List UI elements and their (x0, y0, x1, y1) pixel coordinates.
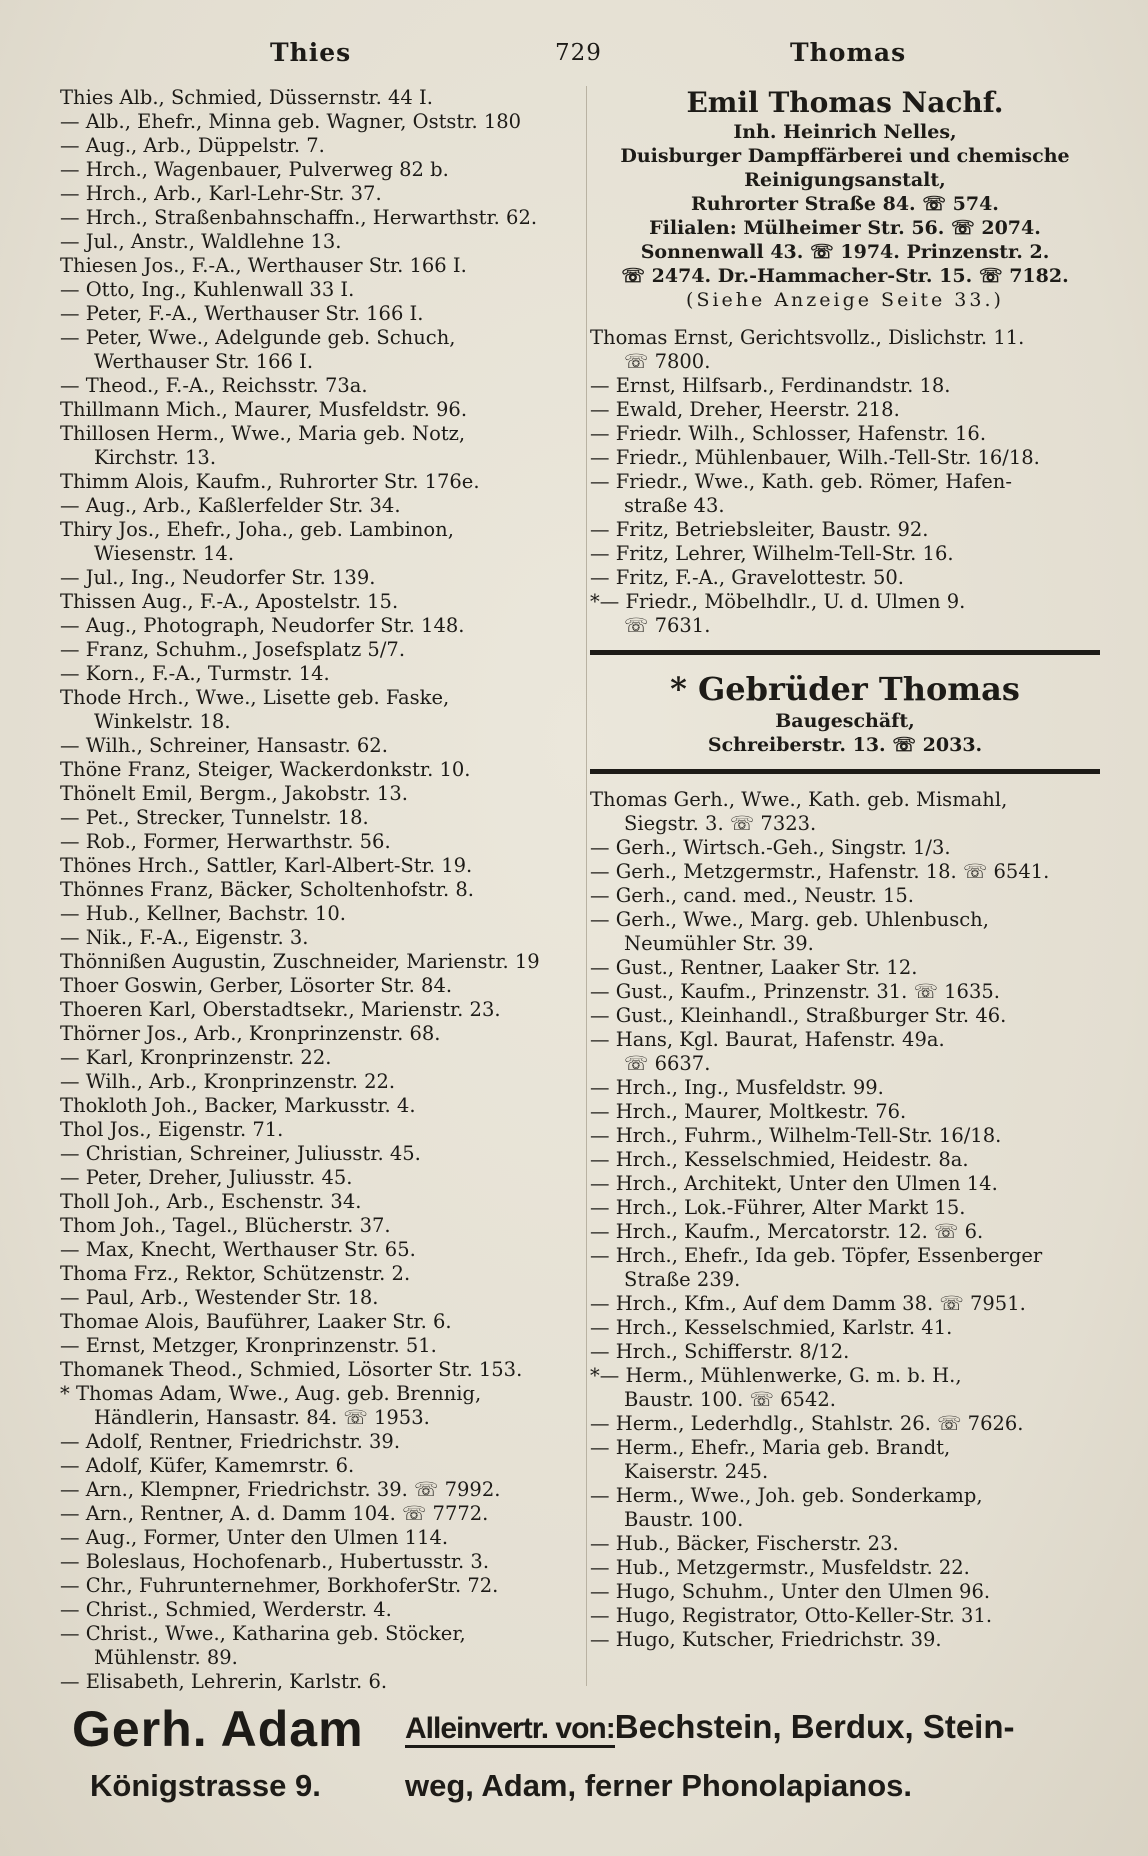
directory-entry: — Christian, Schreiner, Juliusstr. 45. (60, 1142, 421, 1165)
directory-entry: Winkelstr. 18. (94, 710, 231, 733)
right-entries-b (590, 788, 1100, 1652)
directory-entry: Baustr. 100. (624, 1508, 744, 1531)
directory-entry: — Fritz, Betriebsleiter, Baustr. 92. (590, 518, 929, 541)
directory-entry: Kaiserstr. 245. (624, 1460, 769, 1483)
directory-entry: — Hugo, Kutscher, Friedrichstr. 39. (590, 1628, 942, 1651)
directory-entry: — Gust., Kaufm., Prinzenstr. 31. ☏ 1635. (590, 980, 1000, 1003)
directory-entry: — Hub., Bäcker, Fischerstr. 23. (590, 1532, 899, 1555)
directory-entry: Thokloth Joh., Backer, Markusstr. 4. (60, 1094, 416, 1117)
directory-entry: Thiesen Jos., F.-A., Werthauser Str. 166 I. (60, 254, 467, 277)
directory-entry: — Hrch., Schifferstr. 8/12. (590, 1340, 850, 1363)
directory-entry: Thomanek Theod., Schmied, Lösorter Str. 153. (60, 1358, 523, 1381)
directory-entry: — Herm., Ehefr., Maria geb. Brandt, (590, 1436, 951, 1459)
directory-entry: Baustr. 100. ☏ 6542. (624, 1388, 836, 1411)
ad-emil-line2: Reinigungsanstalt, (744, 169, 946, 191)
directory-entry: Straße 239. (624, 1268, 741, 1291)
directory-entry: — Hrch., Straßenbahnschaffn., Herwarthstr. 62. (60, 206, 538, 229)
directory-entry: — Hrch., Kesselschmied, Heidestr. 8a. (590, 1148, 969, 1171)
directory-entry: Händlerin, Hansastr. 84. ☏ 1953. (94, 1406, 430, 1429)
directory-entry: Thol Jos., Eigenstr. 71. (60, 1118, 284, 1141)
directory-entry: Wiesenstr. 14. (94, 542, 235, 565)
directory-entry: — Adolf, Küfer, Kamemrstr. 6. (60, 1454, 355, 1477)
directory-entry: — Wilh., Schreiner, Hansastr. 62. (60, 734, 388, 757)
directory-entry: — Wilh., Arb., Kronprinzenstr. 22. (60, 1070, 396, 1093)
directory-entry: — Gust., Kleinhandl., Straßburger Str. 46. (590, 1004, 1007, 1027)
directory-entry: — Gerh., cand. med., Neustr. 15. (590, 884, 914, 907)
directory-entry: — Hrch., Arb., Karl-Lehr-Str. 37. (60, 182, 382, 205)
ad-emil-name: Emil Thomas Nachf. (686, 86, 1004, 119)
directory-entry: straße 43. (624, 494, 725, 517)
directory-entry: — Alb., Ehefr., Minna geb. Wagner, Oststr. 180 (60, 110, 522, 133)
directory-entry: Thomae Alois, Bauführer, Laaker Str. 6. (60, 1310, 452, 1333)
ad-gebrueder-line2: Schreiberstr. 13. ☏ 2033. (707, 734, 983, 756)
directory-entry: Thönelt Emil, Bergm., Jakobstr. 13. (60, 782, 408, 805)
directory-entry: Thies Alb., Schmied, Düssernstr. 44 I. (60, 86, 433, 109)
directory-entry: — Arn., Rentner, A. d. Damm 104. ☏ 7772. (60, 1502, 489, 1525)
ad-gebrueder-line1: Baugeschäft, (775, 710, 915, 732)
directory-entry: — Hrch., Ehefr., Ida geb. Töpfer, Essenberger (590, 1244, 1043, 1267)
ad-gebrueder-name: * Gebrüder Thomas (670, 670, 1020, 708)
directory-entry: — Christ., Schmied, Werderstr. 4. (60, 1598, 392, 1621)
directory-entry: — Fritz, F.-A., Gravelottestr. 50. (590, 566, 904, 589)
directory-entry: — Franz, Schuhm., Josefsplatz 5/7. (60, 638, 406, 661)
directory-entry: — Hrch., Lok.-Führer, Alter Markt 15. (590, 1196, 966, 1219)
directory-entry: Thom Joh., Tagel., Blücherstr. 37. (60, 1214, 391, 1237)
ad-emil-line4: Filialen: Mülheimer Str. 56. ☏ 2074. (649, 217, 1041, 239)
ad-company-address: Königstrasse 9. (90, 1768, 321, 1803)
directory-entry: ☏ 7631. (624, 614, 711, 637)
directory-entry: Thiry Jos., Ehefr., Joha., geb. Lambinon, (60, 518, 454, 541)
directory-entry: — Ernst, Metzger, Kronprinzenstr. 51. (60, 1334, 437, 1357)
directory-entry: Thoer Goswin, Gerber, Lösorter Str. 84. (60, 974, 453, 997)
directory-entry: — Hub., Kellner, Bachstr. 10. (60, 902, 346, 925)
directory-entry: Thomas Gerh., Wwe., Kath. geb. Mismahl, (590, 788, 1008, 811)
directory-entry: Siegstr. 3. ☏ 7323. (624, 812, 817, 835)
right-entries-a (590, 326, 1100, 638)
directory-entry: Thode Hrch., Wwe., Lisette geb. Faske, (60, 686, 450, 709)
directory-entry: ☏ 7800. (624, 350, 711, 373)
ad-emil-line6: ☏ 2474. Dr.-Hammacher-Str. 15. ☏ 7182. (621, 265, 1069, 287)
directory-entry: — Rob., Former, Herwarthstr. 56. (60, 830, 391, 853)
directory-entry: — Hrch., Kfm., Auf dem Damm 38. ☏ 7951. (590, 1292, 1026, 1315)
directory-entry: — Hub., Metzgermstr., Musfeldstr. 22. (590, 1556, 970, 1579)
directory-entry: — Aug., Arb., Kaßlerfelder Str. 34. (60, 494, 401, 517)
ad-emil-line3: Ruhrorter Straße 84. ☏ 574. (691, 193, 999, 215)
directory-entry: — Aug., Photograph, Neudorfer Str. 148. (60, 614, 465, 637)
rule-bottom (590, 769, 1100, 774)
directory-entry: — Paul, Arb., Westender Str. 18. (60, 1286, 379, 1309)
directory-entry: Thöne Franz, Steiger, Wackerdonkstr. 10. (60, 758, 471, 781)
ad-emil-owner: Inh. Heinrich Nelles, (733, 121, 957, 143)
directory-entry: — Herm., Wwe., Joh. geb. Sonderkamp, (590, 1484, 983, 1507)
directory-entry: Thörner Jos., Arb., Kronprinzenstr. 68. (60, 1022, 441, 1045)
right-column (590, 86, 1100, 1652)
directory-entry: — Jul., Anstr., Waldlehne 13. (60, 230, 342, 253)
bottom-advertisement (60, 1700, 1100, 1810)
directory-entry: — Boleslaus, Hochofenarb., Hubertusstr. 3. (60, 1550, 490, 1573)
ad-emil-line1: Duisburger Dampffärberei und chemische (620, 145, 1070, 167)
directory-entry: * Thomas Adam, Wwe., Aug. geb. Brennig, (60, 1382, 482, 1405)
ad-emil-line5: Sonnenwall 43. ☏ 1974. Prinzenstr. 2. (640, 241, 1050, 263)
ad-line1 (405, 1708, 1015, 1746)
directory-entry: — Chr., Fuhrunternehmer, BorkhoferStr. 72. (60, 1574, 499, 1597)
ad-gebrueder-thomas (590, 669, 1100, 757)
ad-emil-thomas (590, 86, 1100, 312)
directory-entry: — Hrch., Kesselschmied, Karlstr. 41. (590, 1316, 953, 1339)
page-number: 729 (555, 40, 602, 66)
directory-entry: — Friedr., Wwe., Kath. geb. Römer, Hafen- (590, 470, 1012, 493)
directory-entry: — Aug., Former, Unter den Ulmen 114. (60, 1526, 449, 1549)
directory-entry: Neumühler Str. 39. (624, 932, 814, 955)
ad-line1-text: Bechstein, Berdux, Stein- (614, 1708, 1015, 1745)
directory-entry: ☏ 6637. (624, 1052, 711, 1075)
running-head-left: Thies (270, 38, 352, 67)
directory-entry: Kirchstr. 13. (94, 446, 217, 469)
directory-entry: Thimm Alois, Kaufm., Ruhrorter Str. 176e. (60, 470, 480, 493)
directory-entry: — Gerh., Metzgermstr., Hafenstr. 18. ☏ 6541. (590, 860, 1050, 883)
directory-entry: — Peter, F.-A., Werthauser Str. 166 I. (60, 302, 424, 325)
directory-entry: Thönes Hrch., Sattler, Karl-Albert-Str. 19. (60, 854, 473, 877)
directory-entry: — Gerh., Wirtsch.-Geh., Singstr. 1/3. (590, 836, 951, 859)
directory-entry: Thissen Aug., F.-A., Apostelstr. 15. (60, 590, 399, 613)
directory-entry: — Korn., F.-A., Turmstr. 14. (60, 662, 330, 685)
directory-entry: — Hrch., Fuhrm., Wilhelm-Tell-Str. 16/18. (590, 1124, 1002, 1147)
directory-entry: — Otto, Ing., Kuhlenwall 33 I. (60, 278, 355, 301)
ad-line2: weg, Adam, ferner Phonolapianos. (405, 1768, 912, 1803)
directory-entry: — Hrch., Maurer, Moltkestr. 76. (590, 1100, 907, 1123)
ad-company-name: Gerh. Adam (72, 1701, 364, 1757)
directory-entry: — Nik., F.-A., Eigenstr. 3. (60, 926, 309, 949)
directory-entry: — Arn., Klempner, Friedrichstr. 39. ☏ 7992. (60, 1478, 501, 1501)
directory-entry: *— Friedr., Möbelhdlr., U. d. Ulmen 9. (590, 590, 966, 613)
directory-entry: Mühlenstr. 89. (94, 1646, 238, 1669)
directory-entry: Thönnißen Augustin, Zuschneider, Marienstr. 19 (60, 950, 540, 973)
rule-top (590, 650, 1100, 655)
directory-entry: — Peter, Wwe., Adelgunde geb. Schuch, (60, 326, 456, 349)
left-column (60, 86, 580, 1694)
directory-entry: *— Herm., Mühlenwerke, G. m. b. H., (590, 1364, 962, 1387)
directory-entry: — Elisabeth, Lehrerin, Karlstr. 6. (60, 1670, 388, 1693)
running-head-right: Thomas (790, 38, 907, 67)
directory-entry: Thillosen Herm., Wwe., Maria geb. Notz, (60, 422, 466, 445)
directory-entry: — Hrch., Ing., Musfeldstr. 99. (590, 1076, 884, 1099)
directory-entry: Thillmann Mich., Maurer, Musfeldstr. 96. (60, 398, 468, 421)
directory-entry: — Adolf, Rentner, Friedrichstr. 39. (60, 1430, 401, 1453)
directory-entry: Thomas Ernst, Gerichtsvollz., Dislichstr. 11. (590, 326, 1025, 349)
directory-entry: — Hrch., Kaufm., Mercatorstr. 12. ☏ 6. (590, 1220, 984, 1243)
directory-entry: — Herm., Lederhdlg., Stahlstr. 26. ☏ 7626. (590, 1412, 1024, 1435)
directory-entry: Tholl Joh., Arb., Eschenstr. 34. (60, 1190, 362, 1213)
directory-entry: — Peter, Dreher, Juliusstr. 45. (60, 1166, 353, 1189)
directory-entry: — Hrch., Architekt, Unter den Ulmen 14. (590, 1172, 998, 1195)
directory-entry: — Gerh., Wwe., Marg. geb. Uhlenbusch, (590, 908, 989, 931)
ad-emil-line7: (Siehe Anzeige Seite 33.) (686, 289, 1004, 311)
directory-entry: — Ernst, Hilfsarb., Ferdinandstr. 18. (590, 374, 951, 397)
directory-entry: — Karl, Kronprinzenstr. 22. (60, 1046, 332, 1069)
directory-entry: — Pet., Strecker, Tunnelstr. 18. (60, 806, 369, 829)
directory-entry: — Gust., Rentner, Laaker Str. 12. (590, 956, 918, 979)
directory-entry: — Fritz, Lehrer, Wilhelm-Tell-Str. 16. (590, 542, 954, 565)
directory-entry: — Christ., Wwe., Katharina geb. Stöcker, (60, 1622, 466, 1645)
directory-entry: — Ewald, Dreher, Heerstr. 218. (590, 398, 900, 421)
directory-entry: Thönnes Franz, Bäcker, Scholtenhofstr. 8. (60, 878, 474, 901)
directory-entry: — Theod., F.-A., Reichsstr. 73a. (60, 374, 368, 397)
directory-entry: — Max, Knecht, Werthauser Str. 65. (60, 1238, 416, 1261)
directory-entry: Thoeren Karl, Oberstadtsekr., Marienstr. 23. (60, 998, 501, 1021)
directory-entry: — Jul., Ing., Neudorfer Str. 139. (60, 566, 376, 589)
directory-entry: — Hugo, Schuhm., Unter den Ulmen 96. (590, 1580, 991, 1603)
directory-entry: — Aug., Arb., Düppelstr. 7. (60, 134, 325, 157)
directory-entry: — Friedr., Mühlenbauer, Wilh.-Tell-Str. 16/18. (590, 446, 1040, 469)
directory-entry: Werthauser Str. 166 I. (94, 350, 314, 373)
directory-entry: — Hrch., Wagenbauer, Pulverweg 82 b. (60, 158, 449, 181)
directory-entry: Thoma Frz., Rektor, Schützenstr. 2. (60, 1262, 411, 1285)
directory-entry: — Friedr. Wilh., Schlosser, Hafenstr. 16. (590, 422, 987, 445)
ad-label: Alleinvertr. von: (405, 1712, 615, 1748)
directory-entry: — Hugo, Registrator, Otto-Keller-Str. 31. (590, 1604, 993, 1627)
directory-entry: — Hans, Kgl. Baurat, Hafenstr. 49a. (590, 1028, 945, 1051)
column-divider (586, 86, 587, 1686)
